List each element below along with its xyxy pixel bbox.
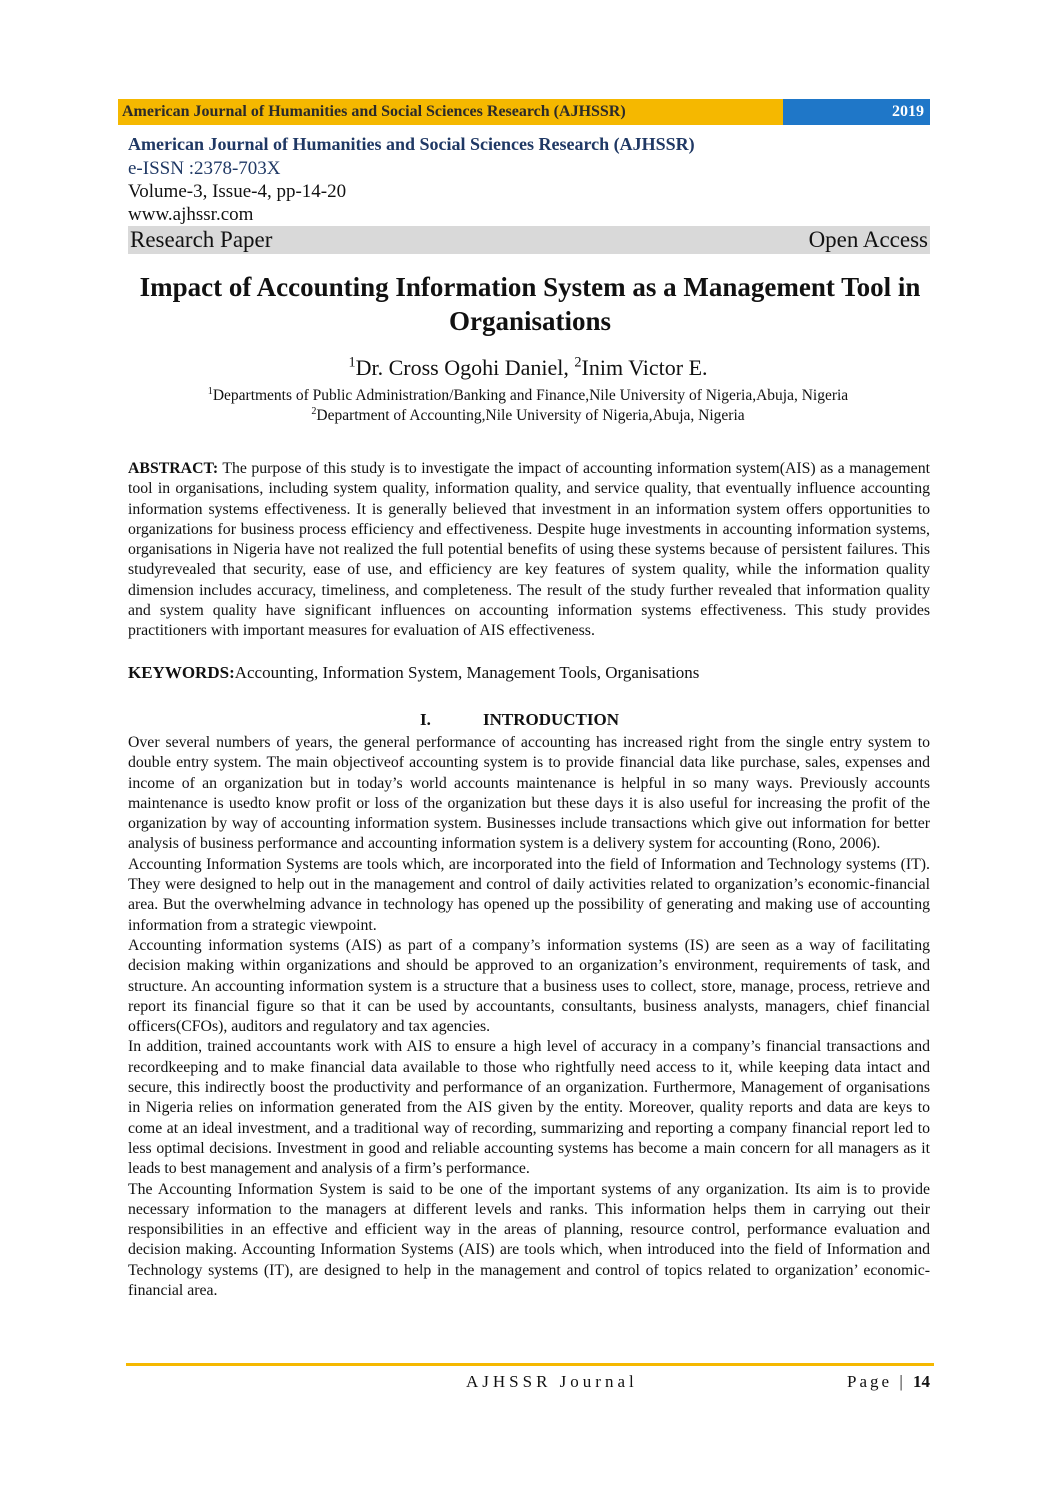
meta-website[interactable]: www.ajhssr.com — [128, 204, 254, 225]
keywords-label: KEYWORDS: — [128, 663, 235, 682]
body-paragraph: The Accounting Information System is said to be one of the important systems of any organization. Its aim is to provide necessary information to the managers at different levels and ranks. This information helps them in carrying out their responsibilities in an effective and efficient way in the areas of planning, resource control, performance evaluation and decision making. Accounting Information Systems (AIS) are tools which, when introduced into the field of Information and Technology systems (IT), are designed to help in the management and control of topics related to organization’ economic-financial area. — [128, 1180, 930, 1300]
body-paragraph: Accounting Information Systems are tools which, are incorporated into the field of Information and Technology systems (IT). They were designed to help out in the management and control of daily activities related to organization’s economic-financial area. But the overwhelming advance in technology has opened up the possibility of generating and making use of accounting information from a strategic viewpoint. — [128, 855, 930, 934]
body-paragraph: Over several numbers of years, the general performance of accounting has increased right from the single entry system to double entry system. The main objectiveof accounting system is to provide financial data like purchase, sales, expenses and income of an organization but in today’s world accounts maintenance is helpful in so many ways. Previously accounts maintenance is usedto know profit or loss of the organization but these days it is also useful for increasing the profit of the organization by way of accounting information system. Businesses include transactions which give out information for better analysis of business performance and accounting information system is a delivery system for accounting (Rono, 2006). — [128, 734, 930, 853]
journal-meta — [128, 131, 928, 226]
affiliation-2 — [128, 406, 928, 426]
meta-issn: e-ISSN :2378-703X — [128, 158, 281, 179]
running-header-year: 2019 — [783, 99, 930, 125]
footer-page — [847, 1372, 930, 1392]
footer-page-label: Page | — [847, 1372, 913, 1391]
author-1-name: Dr. Cross Ogohi Daniel, — [355, 355, 575, 380]
running-header-journal: American Journal of Humanities and Social Sciences Research (AJHSSR) — [118, 99, 783, 125]
meta-volume: Volume-3, Issue-4, pp-14-20 — [128, 181, 347, 202]
page-footer — [128, 1372, 932, 1396]
footer-journal: AJHSSR Journal — [466, 1372, 638, 1391]
access-type: Open Access — [808, 227, 928, 252]
article-type-bar — [128, 226, 930, 254]
paper-title: Impact of Accounting Information System as a Management Tool in Organisations — [139, 272, 921, 336]
section-number: I. — [420, 710, 431, 729]
affiliation-1 — [128, 386, 928, 406]
author-2-name: Inim Victor E. — [581, 355, 708, 380]
introduction-body — [128, 733, 930, 1301]
meta-journal-name: American Journal of Humanities and Social Sciences Research (AJHSSR) — [128, 134, 695, 154]
running-header — [118, 99, 930, 125]
author-2-superscript: 2 — [574, 354, 582, 371]
keywords-text: Accounting, Information System, Management Tools, Organisations — [234, 663, 700, 682]
author-1-superscript: 1 — [348, 354, 356, 371]
affiliation-2-text: Department of Accounting,Nile University of Nigeria,Abuja, Nigeria — [316, 407, 745, 424]
keywords — [128, 663, 930, 683]
abstract-label: ABSTRACT: — [128, 460, 219, 477]
body-paragraph: Accounting information systems (AIS) as part of a company’s information systems (IS) are seen as a way of facilitating decision making within organizations and should be approved to an organization’s environment, requirements of task, and structure. An accounting information system is a structure that a business uses to collect, store, manage, process, retrieve and report its financial figure so that it can be used by accountants, consultants, business analysts, managers, chief financial officers(CFOs), auditors and regulatory and tax agencies. — [128, 936, 930, 1036]
affiliation-1-text: Departments of Public Administration/Banking and Finance,Nile University of Nigeria,Abuja, Nigeria — [212, 387, 849, 404]
affiliation-2-superscript: 2 — [311, 405, 317, 417]
abstract-text: The purpose of this study is to investigate the impact of accounting information system(AIS) as a management tool in organisations, including system quality, information quality, and service quality, that eventually influence accounting information systems effectiveness. It is generally believed that investment in an information system offers opportunities to organizations for business process efficiency and effectiveness. Despite huge investments in accounting information systems, organisations in Nigeria have not realized the full potential benefits of using these systems because of persistent failures. This studyrevealed that security, ease of use, and efficiency are key features of system quality, while the information quality dimension includes accuracy, timeliness, and completeness. The result of the study further revealed that information quality and system quality have significant influences on accounting information systems effectiveness. This study provides practitioners with important measures for evaluation of AIS effectiveness. — [128, 460, 930, 640]
section-title: INTRODUCTION — [483, 710, 620, 729]
footer-page-number: 14 — [913, 1372, 930, 1391]
article-type: Research Paper — [130, 227, 273, 252]
abstract — [128, 459, 930, 642]
body-paragraph: In addition, trained accountants work with AIS to ensure a high level of accuracy in a company’s financial transactions and recordkeeping and to make financial data available to those who rightfully need access to it, while keeping data intact and secure, this indirectly boost the productivity and performance of an organization. Furthermore, Management of organisations in Nigeria relies on information generated from the AIS given by the entity. Moreover, quality reports and data are keys to come at an ideal investment, and a traditional way of recording, summarizing and reporting a company financial report led to less optimal decisions. Investment in good and reliable accounting systems has become a main concern for all managers as it leads to best management and analysis of a firm’s performance. — [128, 1038, 930, 1178]
author-line — [128, 354, 928, 382]
affiliation-1-superscript: 1 — [207, 385, 213, 397]
footer-divider — [126, 1363, 934, 1366]
